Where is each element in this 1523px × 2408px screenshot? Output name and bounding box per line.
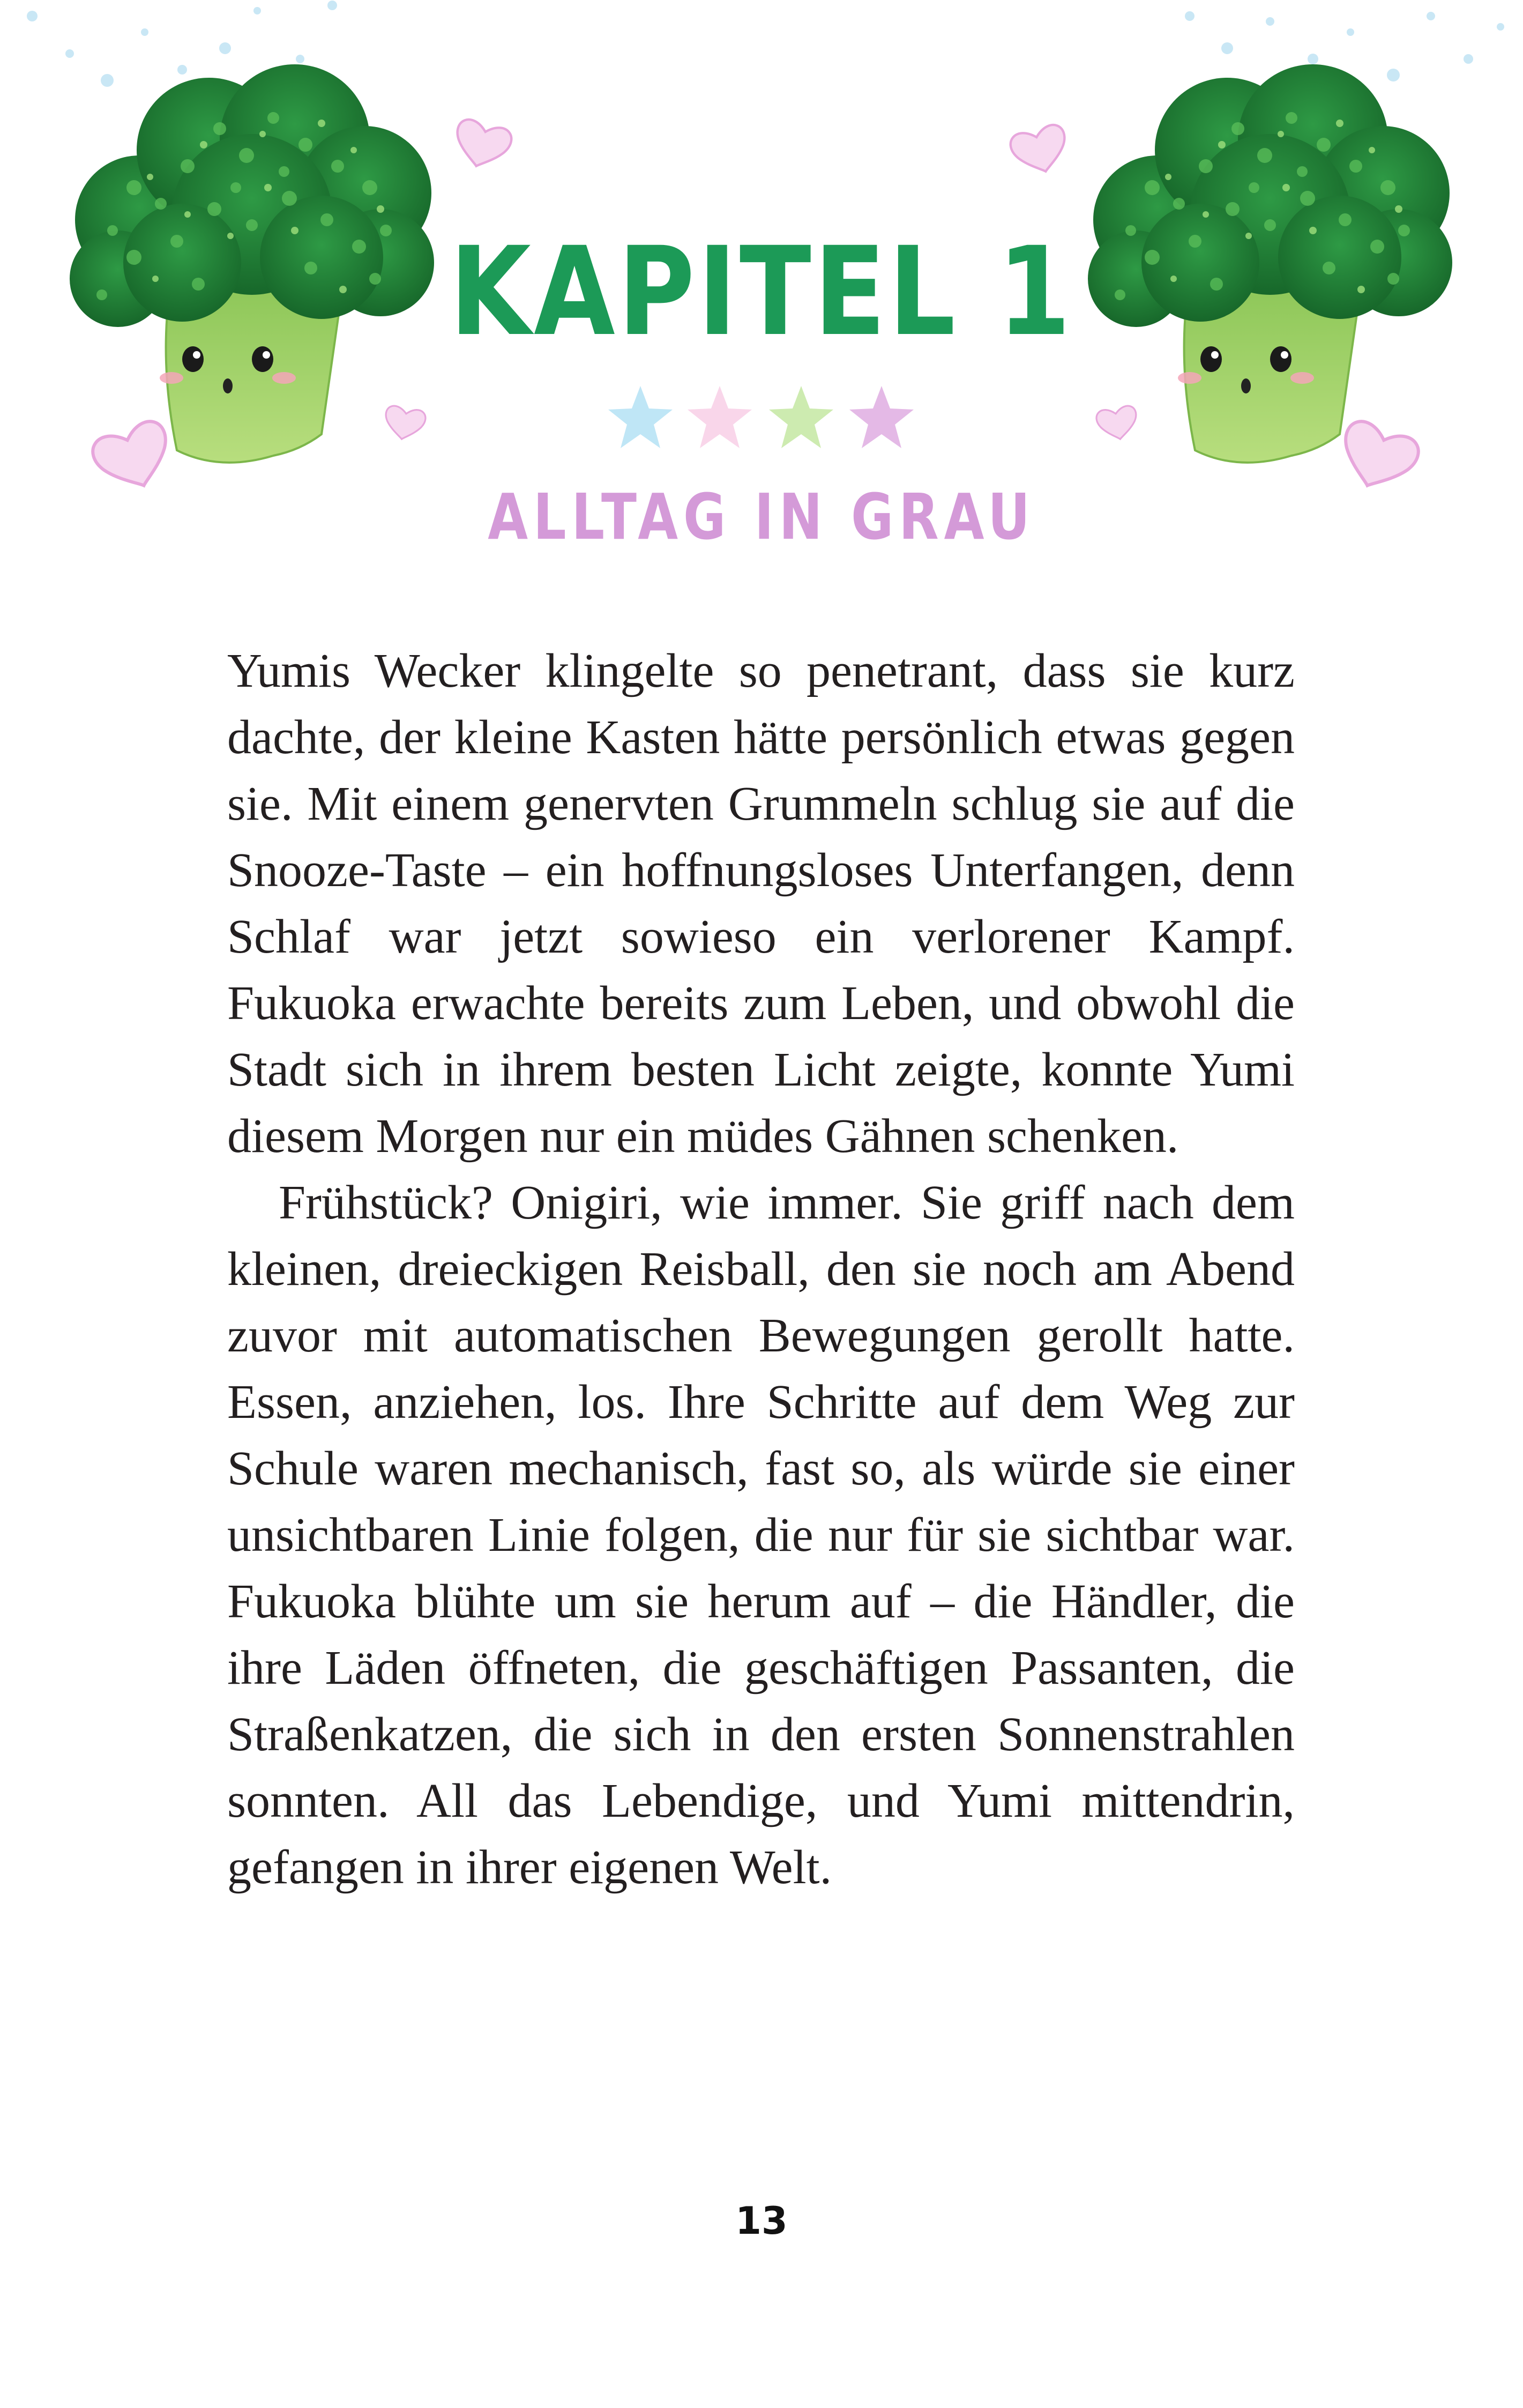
heart-icon [1095, 405, 1140, 443]
heart-icon [450, 117, 514, 173]
heart-icon [382, 405, 427, 443]
star-icon [688, 386, 752, 448]
chapter-title: KAPITEL 1 [449, 220, 1074, 363]
star-row [608, 386, 914, 448]
star-icon [769, 386, 833, 448]
page-number: 13 [735, 2199, 788, 2243]
paragraph: Yumis Wecker klingelte so penetrant, dass sie kurz dachte, der kleine Kasten hätte persönlich etwas gegen sie. Mit einem genervten Grummeln schlug sie auf die Snooze-Taste – ein hoffnungsloses Unterfangen, denn Schlaf war jetzt sowieso ein verlorener Kampf. Fukuoka erwachte bereits zum Leben, und obwohl die Stadt sich in ihrem besten Licht zeigte, konnte Yumi diesem Morgen nur ein müdes Gähnen schenken. [227, 644, 1295, 1163]
star-icon [608, 386, 673, 448]
chapter-subtitle: ALLTAG IN GRAU [488, 480, 1035, 554]
star-icon [849, 386, 914, 448]
heart-icon [1008, 122, 1072, 179]
paragraph: Frühstück? Onigiri, wie immer. Sie griff nach dem kleinen, dreieckigen Reisball, den sie noch am Abend zuvor mit automatischen Bewegungen gerollt hatte. Essen, anziehen, los. Ihre Schritte auf dem Weg zur Schule waren mechanisch, fast so, als würde sie einer unsichtbaren Linie folgen, die nur für sie sichtbar war. Fukuoka blühte um sie herum auf – die Händler, die ihre Läden öffneten, die geschäftigen Passanten, die Straßenkatzen, die sich in den ersten Sonnenstrahlen sonnten. All das Lebendige, und Yumi mittendrin, gefangen in ihrer eigenen Welt. [227, 1176, 1295, 1894]
chapter-body [227, 638, 1295, 1901]
